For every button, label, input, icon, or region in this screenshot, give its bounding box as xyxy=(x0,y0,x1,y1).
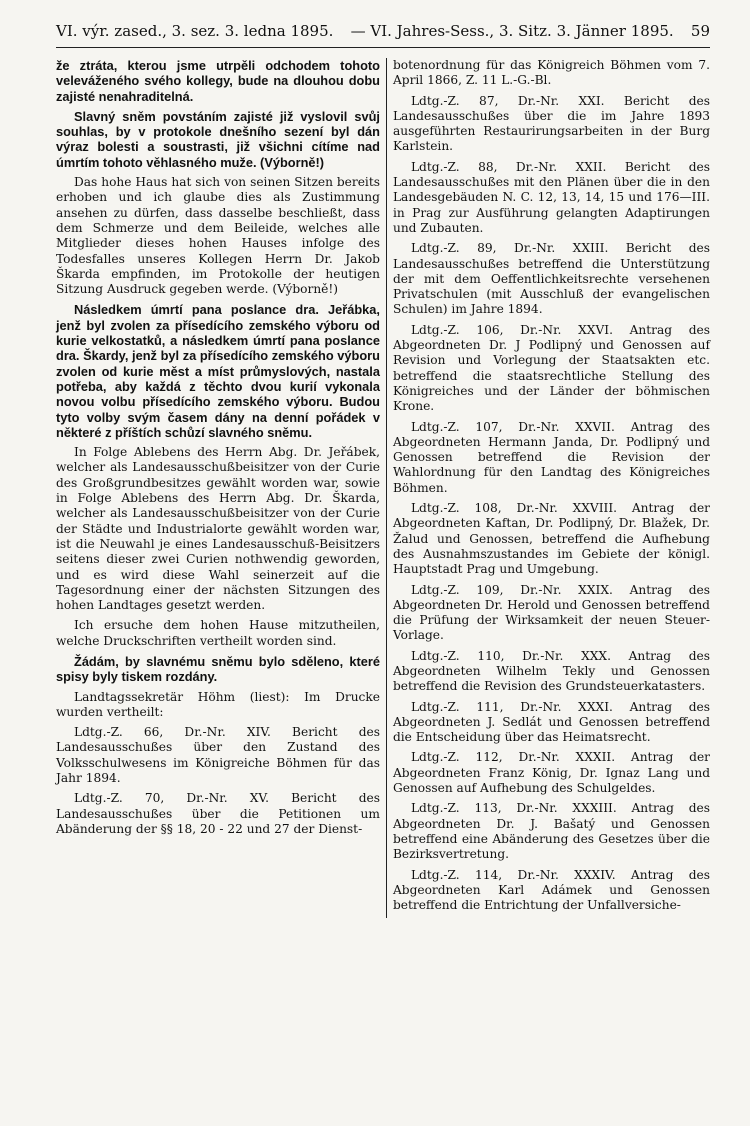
right-paragraph: Ldtg.-Z. 87, Dr.-Nr. XXI. Bericht des Landesausschußes über die im Jahre 1893 ausgeführten Restaurirungsarbeiten in der Burg Karlstein. xyxy=(392,93,710,154)
left-paragraph: Ldtg.-Z. 70, Dr.-Nr. XV. Bericht des Landesausschußes über die Petitionen um Abänderung der §§ 18, 20 - 22 und 27 der Dienst- xyxy=(56,791,380,836)
left-paragraph: Žádám, by slavnému sněmu bylo sděleno, které spisy byly tiskem rozdány. xyxy=(56,653,380,685)
left-paragraph: Ich ersuche dem hohen Hause mitzutheilen, welche Druckschriften vertheilt worden sind. xyxy=(56,618,380,648)
left-paragraph: Das hohe Haus hat sich von seinen Sitzen bereits erhoben und ich glaube dies als Zustimmung ansehen zu dürfen, dass dasselbe beschließt, dass dem Schmerze und dem Beileide, welches alle Mitglieder dieses hohen Hauses infolge des Todesfalles unseres Kollegen Herrn Dr. Jakob Škarda empfinden, im Protokolle der heutigen Sitzung Ausdruck gegeben werde. (Výborně!) xyxy=(56,175,380,297)
left-paragraph: In Folge Ablebens des Herrn Abg. Dr. Jeřábek, welcher als Landesausschußbeisitzer von der Curie des Großgrundbesitzes gewählt worden war, sowie in Folge Ablebens des Herrn Abg. Dr. Škarda, welcher als Landesausschußbeisitzer von der Curie der Städte und Industrialorte gewählt worden war, ist die Neuwahl je eines Landesausschuß-Beisitzers seitens dieser zwei Curien nothwendig geworden, und es wird diese Wahl seinerzeit auf die Tagesordnung einer der nächsten Sitzungen des hohen Landtages gesetzt werden. xyxy=(56,445,380,613)
right-paragraph: Ldtg.-Z. 107, Dr.-Nr. XXVII. Antrag des Abgeordneten Hermann Janda, Dr. Podlipný und Genossen betreffend die Revision der Wahlordnung für den Landtag des Königreiches Böhmen. xyxy=(392,419,710,495)
two-column-body xyxy=(56,58,710,918)
right-paragraph: botenordnung für das Königreich Böhmen vom 7. April 1866, Z. 11 L.-G.-Bl. xyxy=(392,58,710,88)
right-paragraph: Ldtg.-Z. 108, Dr.-Nr. XXVIII. Antrag der Abgeordneten Kaftan, Dr. Podlipný, Dr. Blažek, Dr. Žalud und Genossen, betreffend die Aufhebung des Ausnahmszustandes im Gebiete der königl. Hauptstadt Prag und Umgebung. xyxy=(392,501,710,577)
left-paragraph: Následkem úmrtí pana poslance dra. Jeřábka, jenž byl zvolen za přísedícího zemského výboru od kurie velkostatků, a následkem úmrtí pana poslance dra. Škardy, jenž byl za přísedícího zemského výboru zvolen od kurie měst a míst průmyslových, nastala potřeba, aby každá z těchto dvou kurií vykonala novou volbu přísedícího zemského výboru. Budou tyto volby svým časem dány na denní pořádek v některé z příštích schůzí slavného sněmu. xyxy=(56,302,380,440)
left-paragraph: Ldtg.-Z. 66, Dr.-Nr. XIV. Bericht des Landesausschußes über den Zustand des Volksschulwesens im Königreiche Böhmen für das Jahr 1894. xyxy=(56,725,380,786)
right-column xyxy=(386,58,710,918)
left-paragraph: Landtagssekretär Höhm (liest): Im Drucke wurden vertheilt: xyxy=(56,689,380,719)
right-paragraph: Ldtg.-Z. 110, Dr.-Nr. XXX. Antrag des Abgeordneten Wilhelm Tekly und Genossen betreffend die Revision des Grundsteuerkatasters. xyxy=(392,648,710,694)
left-paragraph: Slavný sněm povstáním zajisté již vyslovil svůj souhlas, by v protokole dnešního sezení byl dán výraz bolesti a soustrasti, již všichni cítíme nad úmrtím tohoto věhlasného muže. (Výborně!) xyxy=(56,108,380,170)
right-paragraph: Ldtg.-Z. 106, Dr.-Nr. XXVI. Antrag des Abgeordneten Dr. J Podlipný und Genossen auf Revision und Vorlegung der Staatsakten etc. betreffend die staatsrechtliche Stellung des Königreiches und der Länder der böhmischen Krone. xyxy=(392,322,710,414)
right-paragraph: Ldtg.-Z. 109, Dr.-Nr. XXIX. Antrag des Abgeordneten Dr. Herold und Genossen betreffend die Prüfung der Wirksamkeit der neuen Steuer-Vorlage. xyxy=(392,582,710,643)
header-german: VI. Jahres-Sess., 3. Sitz. 3. Jänner 1895. xyxy=(370,22,674,40)
page-number: 59 xyxy=(690,22,710,40)
right-paragraph: Ldtg.-Z. 88, Dr.-Nr. XXII. Bericht des Landesausschußes mit den Plänen über die in den Landesgebäuden N. C. 12, 13, 14, 15 und 176—III. in Prag zur Ausführung gelangten Adaptirungen und Zubauten. xyxy=(392,159,710,235)
right-paragraph: Ldtg.-Z. 113, Dr.-Nr. XXXIII. Antrag des Abgeordneten Dr. J. Bašatý und Genossen betreffend eine Abänderung des Gesetzes über die Bezirksvertretung. xyxy=(392,801,710,862)
right-paragraph: Ldtg.-Z. 112, Dr.-Nr. XXXII. Antrag der Abgeordneten Franz König, Dr. Ignaz Lang und Genossen auf Aufhebung des Schulgeldes. xyxy=(392,750,710,796)
right-paragraph: Ldtg.-Z. 114, Dr.-Nr. XXXIV. Antrag des Abgeordneten Karl Adámek und Genossen betreffend die Entrichtung der Unfallversiche- xyxy=(392,867,710,913)
header-separator: — xyxy=(350,22,366,40)
running-header xyxy=(56,22,710,48)
right-paragraph: Ldtg.-Z. 111, Dr.-Nr. XXXI. Antrag des Abgeordneten J. Sedlát und Genossen betreffend die Entscheidung über das Heimatsrecht. xyxy=(392,699,710,745)
left-paragraph: že ztráta, kterou jsme utrpěli odchodem tohoto veleváženého svého kollegy, bude na dlouhou dobu zajisté nenahraditelná. xyxy=(56,58,380,104)
left-column xyxy=(56,58,386,918)
header-czech: VI. výr. zased., 3. sez. 3. ledna 1895. xyxy=(56,22,334,40)
right-paragraph: Ldtg.-Z. 89, Dr.-Nr. XXIII. Bericht des Landesausschußes betreffend die Unterstützung der mit dem Oeffentlichkeitsrechte versehenen Privatschulen (mit Ausschluß der evangelischen Schulen) im Jahre 1894. xyxy=(392,241,710,317)
